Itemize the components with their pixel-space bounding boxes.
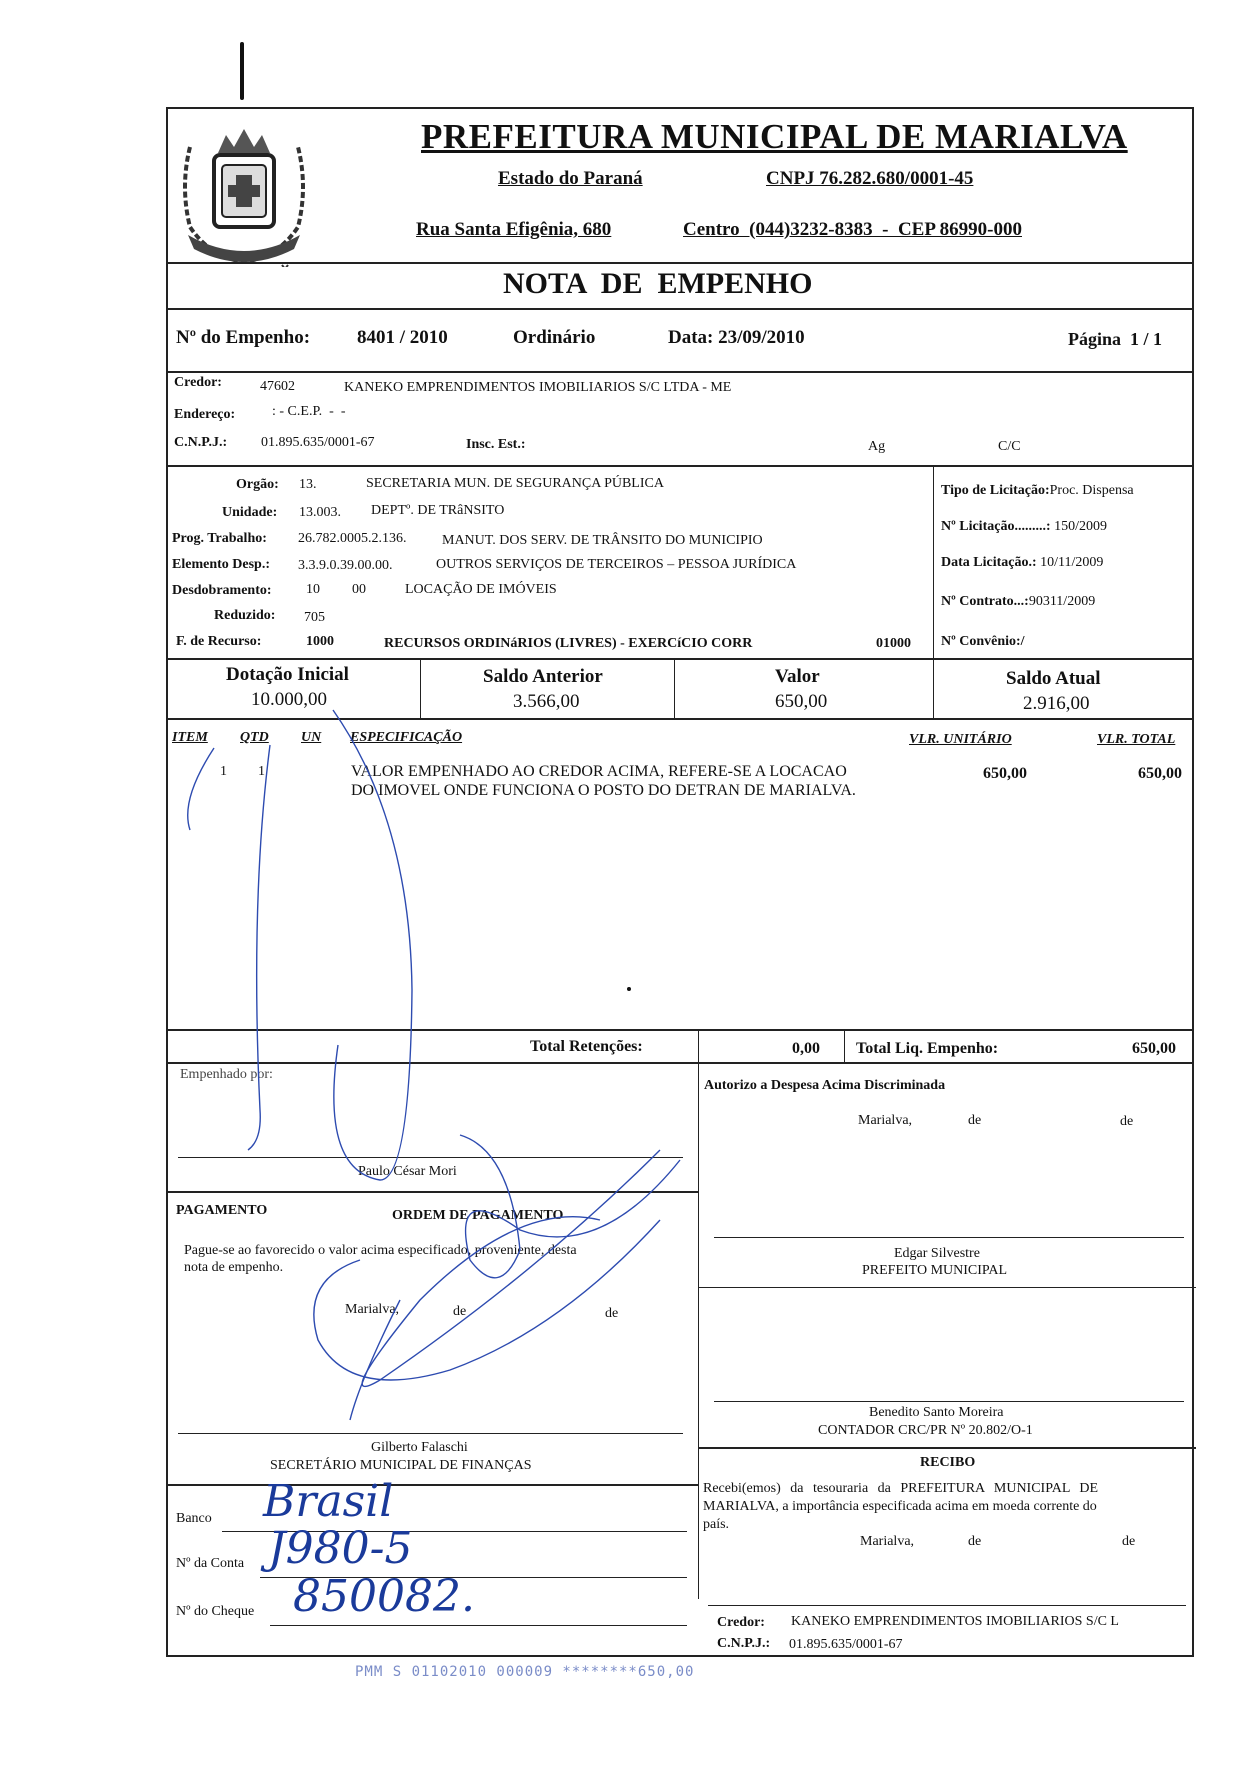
item-number: 1 xyxy=(220,764,227,779)
unidade-code: 13.003. xyxy=(299,505,341,520)
recibo-text-line2: MARIALVA, a importância especificada acima em moeda corrente do xyxy=(703,1499,1097,1514)
convenio-label: Nº Convênio:/ xyxy=(941,634,1025,649)
prefeito-name: Edgar Silvestre xyxy=(894,1246,980,1261)
city-hall-title: PREFEITURA MUNICIPAL DE MARIALVA xyxy=(421,117,1128,156)
reduzido-label: Reduzido: xyxy=(214,608,276,623)
reduzido-value: 705 xyxy=(304,610,325,625)
recurso-code2: 01000 xyxy=(876,636,911,651)
cheque-handwritten: 850082. xyxy=(293,1571,475,1622)
pagamento-de1: de xyxy=(453,1304,467,1319)
banco-handwritten: Brasil xyxy=(263,1476,394,1527)
col-vlr-unitario: VLR. UNITÁRIO xyxy=(909,732,1012,747)
saldo-anterior-label: Saldo Anterior xyxy=(483,666,603,687)
item-qtd: 1 xyxy=(258,764,265,779)
valor-label: Valor xyxy=(775,666,820,687)
ordem-pagamento-label: ORDEM DE PAGAMENTO xyxy=(392,1208,564,1223)
cc-label: C/C xyxy=(998,439,1021,454)
address-contact: Centro (044)3232-8383 - CEP 86990-000 xyxy=(683,219,1022,240)
recibo-label: RECIBO xyxy=(920,1455,976,1470)
unidade-name: DEPTº. DE TRâNSITO xyxy=(371,503,505,518)
contador-role: CONTADOR CRC/PR Nº 20.802/O-1 xyxy=(818,1423,1033,1438)
empenho-date: Data: 23/09/2010 xyxy=(668,327,805,348)
insc-est-label: Insc. Est.: xyxy=(466,437,526,452)
recibo-cnpj: 01.895.635/0001-67 xyxy=(789,1637,903,1652)
contrato-label: Nº Contrato...:90311/2009 xyxy=(941,594,1096,609)
pagamento-city: Marialva, xyxy=(345,1302,400,1317)
col-un: UN xyxy=(301,730,322,745)
saldo-anterior-value: 3.566,00 xyxy=(513,691,580,712)
orgao-name: SECRETARIA MUN. DE SEGURANÇA PÚBLICA xyxy=(366,476,664,491)
recurso-name: RECURSOS ORDINáRIOS (LIVRES) - EXERCíCIO CORR xyxy=(384,636,753,651)
total-retencoes-label: Total Retenções: xyxy=(530,1038,643,1055)
desdobramento-b: 00 xyxy=(352,582,366,597)
recibo-cnpj-label: C.N.P.J.: xyxy=(717,1636,771,1651)
recibo-de1: de xyxy=(968,1534,982,1549)
empenho-number: 8401 / 2010 xyxy=(357,327,448,348)
prog-trabalho-name: MANUT. DOS SERV. DE TRÂNSITO DO MUNICIPIO xyxy=(442,533,763,548)
empenhado-signer: Paulo César Mori xyxy=(358,1164,457,1179)
pagamento-text-line2: nota de empenho. xyxy=(184,1260,284,1275)
credor-label: Credor: xyxy=(174,375,222,390)
conta-handwritten: J980-5 xyxy=(268,1523,413,1574)
saldo-atual-value: 2.916,00 xyxy=(1023,693,1090,714)
empenho-type: Ordinário xyxy=(513,327,596,348)
credor-code: 47602 xyxy=(260,379,295,394)
endereco-label: Endereço: xyxy=(174,407,236,422)
footer-machine-code: PMM S 01102010 000009 ********650,00 xyxy=(355,1664,695,1680)
document-title: NOTA DE EMPENHO xyxy=(503,267,813,300)
total-liq-value: 650,00 xyxy=(1132,1040,1176,1057)
item-spec-line2: DO IMOVEL ONDE FUNCIONA O POSTO DO DETRAN DE MARIALVA. xyxy=(351,782,856,799)
dotacao-label: Dotação Inicial xyxy=(226,664,349,685)
data-licitacao-label: Data Licitação.: 10/11/2009 xyxy=(941,555,1104,570)
address: Rua Santa Efigênia, 680 xyxy=(416,219,612,240)
item-spec-line1: VALOR EMPENHADO AO CREDOR ACIMA, REFERE-SE A LOCACAO xyxy=(351,763,847,780)
city-cnpj: CNPJ 76.282.680/0001-45 xyxy=(766,168,974,189)
page-number: Página 1 / 1 xyxy=(1068,329,1163,349)
prog-trabalho-label: Prog. Trabalho: xyxy=(172,531,267,546)
state-label: Estado do Paraná xyxy=(498,168,643,189)
num-licitacao-label: Nº Licitação.........: 150/2009 xyxy=(941,519,1107,534)
desdobramento-name: LOCAÇÃO DE IMÓVEIS xyxy=(405,582,557,597)
col-especificacao: ESPECIFICAÇÃO xyxy=(350,730,463,745)
item-total-value: 650,00 xyxy=(1138,765,1182,782)
ag-label: Ag xyxy=(868,439,886,454)
tipo-licitacao-label: Tipo de Licitação:Proc. Dispensa xyxy=(941,483,1134,498)
elemento-label: Elemento Desp.: xyxy=(172,557,270,572)
prog-trabalho-code: 26.782.0005.2.136. xyxy=(298,531,407,546)
recurso-label: F. de Recurso: xyxy=(176,634,262,649)
credor-cnpj: 01.895.635/0001-67 xyxy=(261,435,375,450)
orgao-code: 13. xyxy=(299,477,317,492)
col-vlr-total: VLR. TOTAL xyxy=(1097,732,1176,747)
empenhado-label: Empenhado por: xyxy=(180,1067,273,1082)
recibo-text-line1: Recebi(emos) da tesouraria da PREFEITURA MUNICIPAL DE xyxy=(703,1481,1099,1496)
secretario-role: SECRETÁRIO MUNICIPAL DE FINANÇAS xyxy=(270,1458,532,1473)
elemento-code: 3.3.9.0.39.00.00. xyxy=(298,558,393,573)
pagamento-text-line1: Pague-se ao favorecido o valor acima especificado, proveniente, desta xyxy=(184,1243,577,1258)
prefeito-role: PREFEITO MUNICIPAL xyxy=(862,1263,1008,1278)
pagamento-label: PAGAMENTO xyxy=(176,1203,268,1218)
desdobramento-a: 10 xyxy=(306,582,320,597)
recibo-city: Marialva, xyxy=(860,1534,915,1549)
autorizo-de2: de xyxy=(1120,1114,1134,1129)
elemento-name: OUTROS SERVIÇOS DE TERCEIROS – PESSOA JURÍDICA xyxy=(436,557,797,572)
dotacao-value: 10.000,00 xyxy=(251,689,327,710)
pagamento-de2: de xyxy=(605,1306,619,1321)
autorizo-de1: de xyxy=(968,1113,982,1128)
endereco-value: : - C.E.P. - - xyxy=(272,404,346,419)
recibo-credor-name: KANEKO EMPRENDIMENTOS IMOBILIARIOS S/C L xyxy=(791,1614,1119,1629)
conta-label: Nº da Conta xyxy=(176,1556,245,1571)
orgao-label: Orgão: xyxy=(236,477,279,492)
total-liq-label: Total Liq. Empenho: xyxy=(856,1040,999,1057)
col-item: ITEM xyxy=(172,730,208,745)
secretario-name: Gilberto Falaschi xyxy=(371,1440,468,1455)
item-unit-value: 650,00 xyxy=(983,765,1027,782)
recibo-de2: de xyxy=(1122,1534,1136,1549)
cnpj-label: C.N.P.J.: xyxy=(174,435,228,450)
valor-value: 650,00 xyxy=(775,691,828,712)
recibo-credor-label: Credor: xyxy=(717,1615,765,1630)
recurso-code: 1000 xyxy=(306,634,334,649)
recibo-text-line3: país. xyxy=(703,1517,730,1532)
banco-label: Banco xyxy=(176,1511,212,1526)
total-retencoes-value: 0,00 xyxy=(792,1040,820,1057)
col-qtd: QTD xyxy=(240,730,269,745)
cheque-label: Nº do Cheque xyxy=(176,1604,255,1619)
unidade-label: Unidade: xyxy=(222,505,278,520)
autorizo-city: Marialva, xyxy=(858,1113,913,1128)
autorizo-label: Autorizo a Despesa Acima Discriminada xyxy=(704,1078,946,1093)
contador-name: Benedito Santo Moreira xyxy=(869,1405,1004,1420)
credor-name: KANEKO EMPRENDIMENTOS IMOBILIARIOS S/C LTDA - ME xyxy=(344,380,732,395)
saldo-atual-label: Saldo Atual xyxy=(1006,668,1101,689)
desdobramento-label: Desdobramento: xyxy=(172,583,272,598)
empenho-number-label: Nº do Empenho: xyxy=(176,327,311,348)
